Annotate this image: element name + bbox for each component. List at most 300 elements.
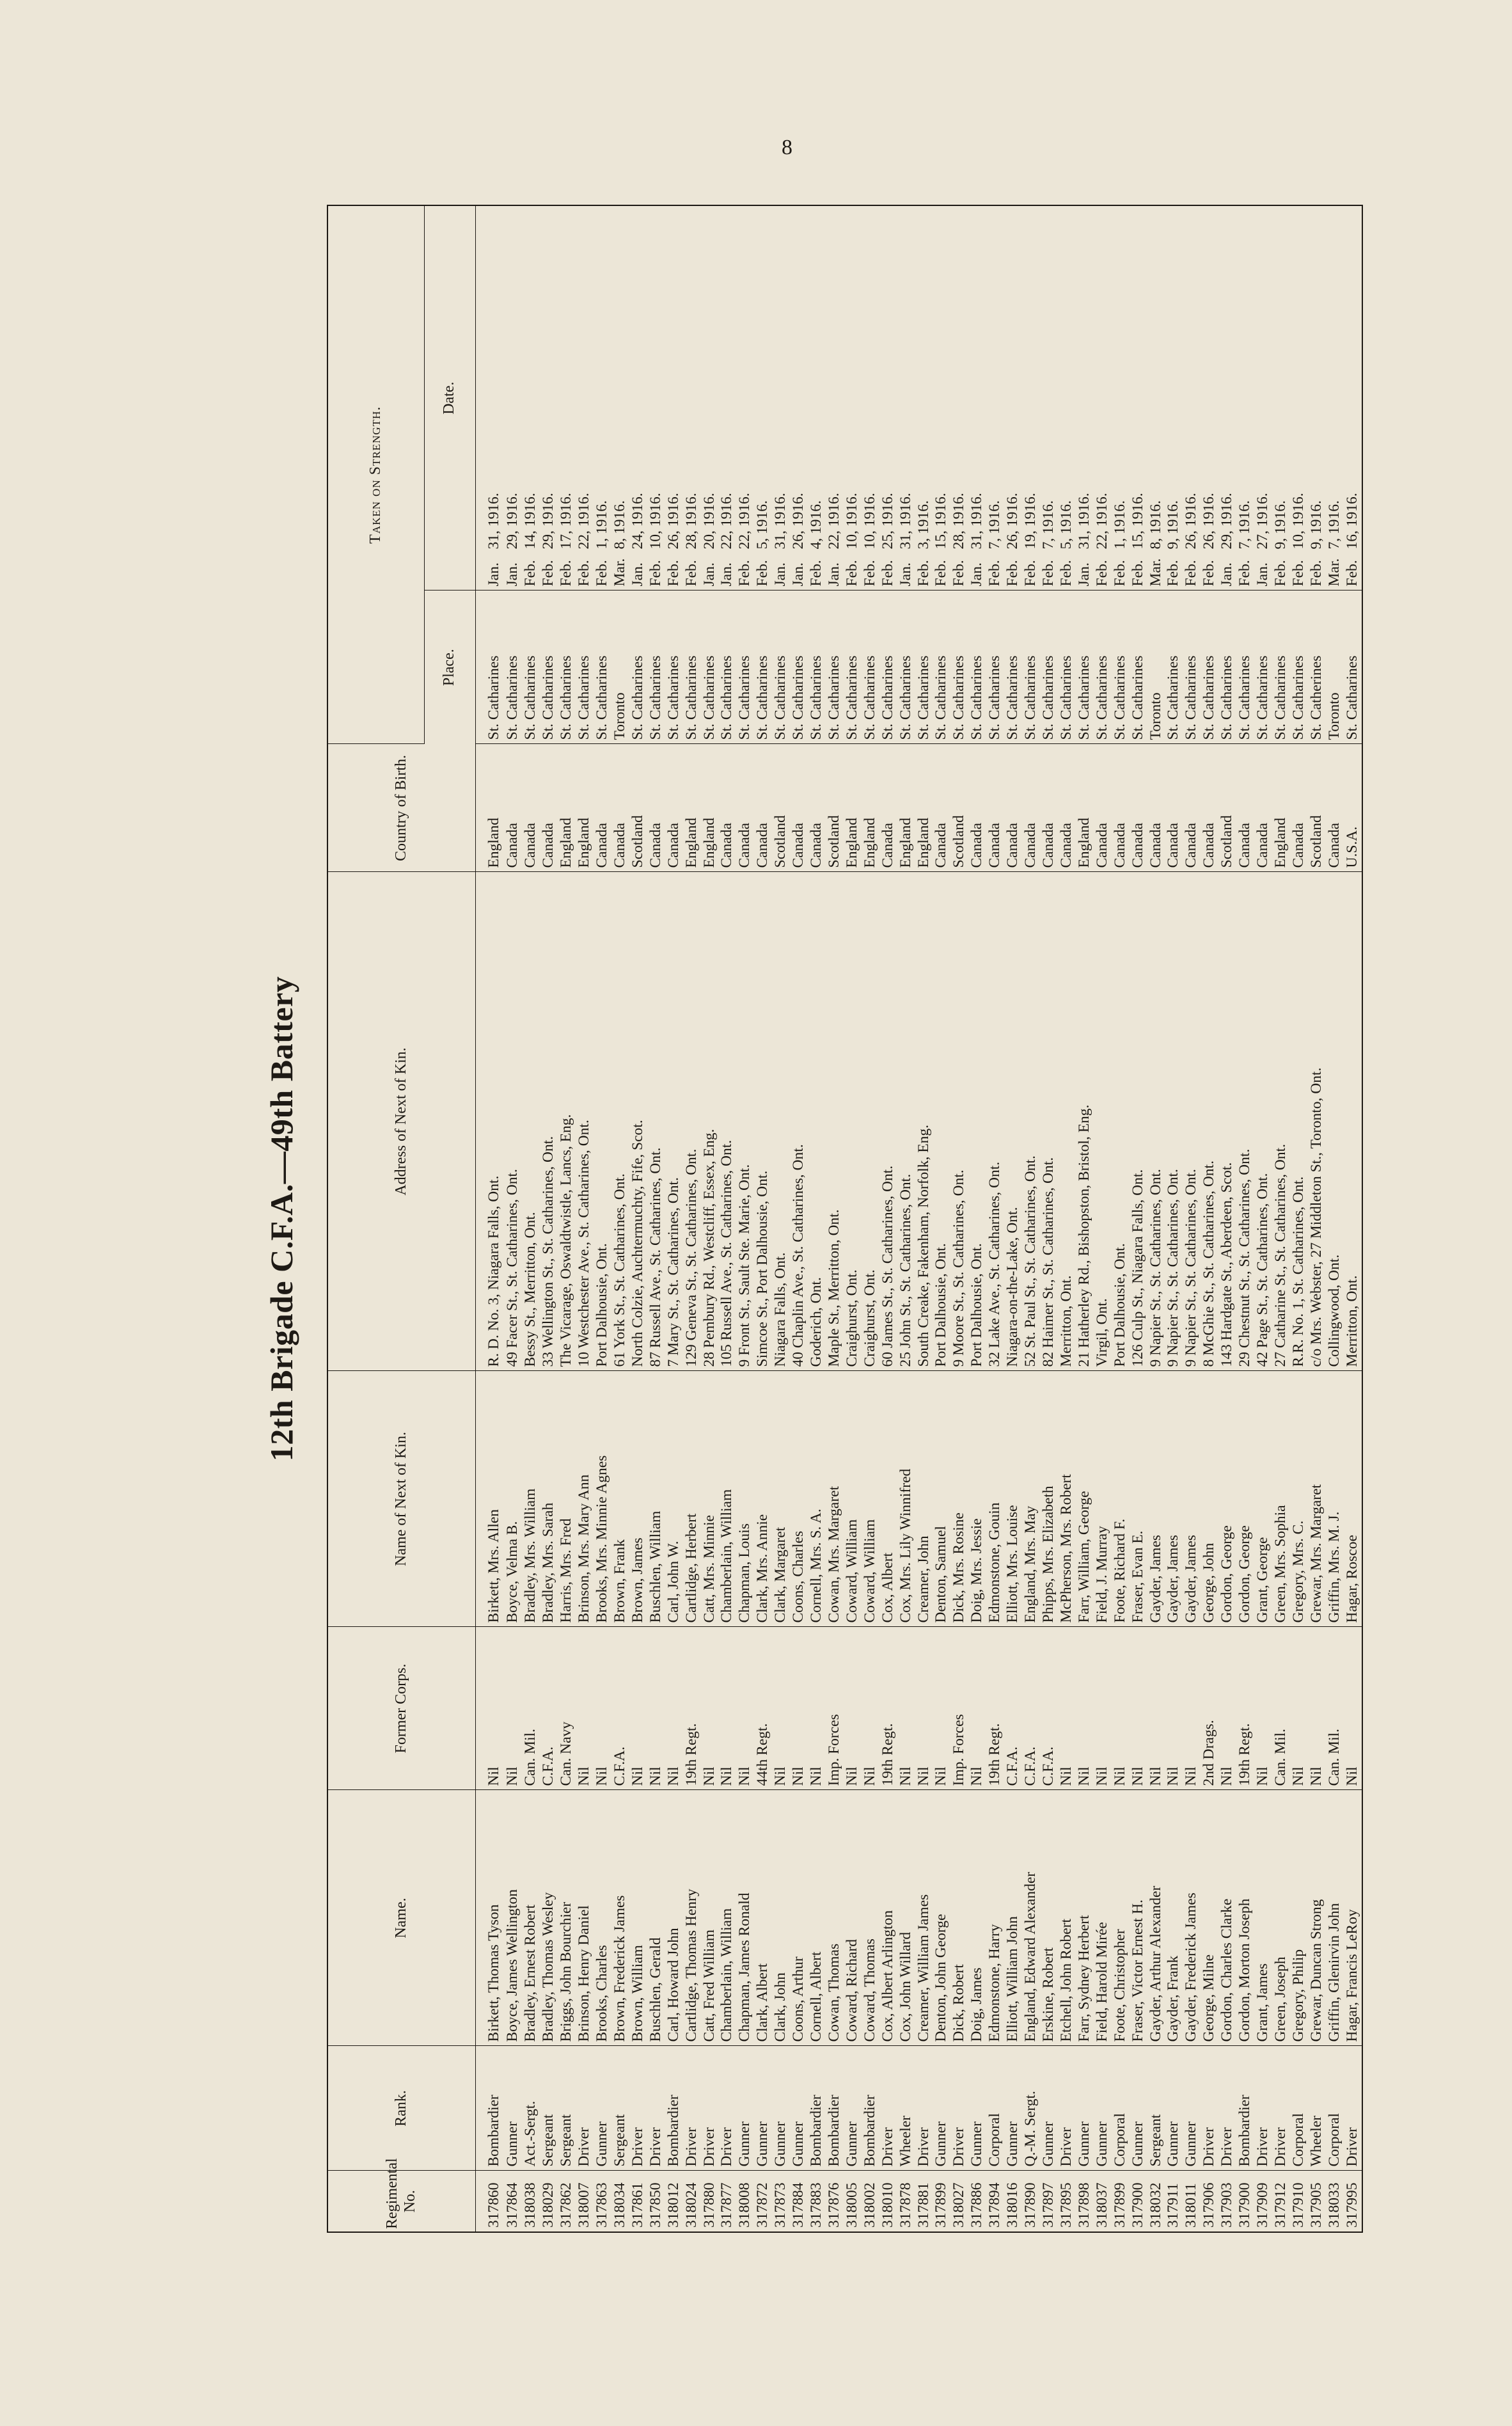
cell-name: George, Milne [1201, 1790, 1218, 2046]
date-month: Jan. [1218, 562, 1236, 587]
cell-next-of-kin: Cartlidge, Herbert [682, 1371, 700, 1627]
header-next-of-kin: Name of Next of Kin. [328, 1371, 475, 1627]
cell-date [754, 206, 772, 591]
table-row [522, 206, 540, 2232]
header-rank: Rank. [328, 2046, 475, 2171]
cell-address: 129 Geneva St., St. Catharines, Ont. [682, 872, 700, 1371]
cell-regimental-no: 318010 [879, 2182, 896, 2228]
cell-date [1201, 206, 1218, 591]
cell-country: Canada [611, 744, 629, 872]
cell-place: St. Catharines [1201, 591, 1218, 744]
date-month: Feb. [1343, 560, 1360, 587]
cell-rank: Gunner [772, 2046, 790, 2171]
cell-rank: Sergeant [1147, 2046, 1165, 2171]
cell-name: Brown, William [629, 1790, 647, 2046]
date-day-year: 7, 1916. [1236, 500, 1254, 550]
cell-rank: Driver [718, 2046, 736, 2171]
cell-address: 32 Lake Ave., St. Catharines, Ont. [986, 872, 1004, 1371]
date-month: Jan. [700, 562, 718, 587]
date-day-year: 7, 1916. [1040, 500, 1057, 550]
cell-place: St. Catharines [576, 591, 594, 744]
cell-address: 52 St. Paul St., St. Catharines, Ont. [1022, 872, 1040, 1371]
cell-name: Gayder, Frank [1165, 1790, 1183, 2046]
cell-address: 9 Napier St., St. Catharines, Ont. [1183, 872, 1201, 1371]
cell-address: Simcoe St., Port Dalhousie, Ont. [754, 872, 772, 1371]
cell-date [558, 206, 576, 591]
table-row [1183, 206, 1201, 2232]
cell-regimental-no: 317850 [647, 2182, 664, 2228]
cell-address: Merritton, Ont. [1343, 872, 1362, 1371]
cell-place: St. Catharines [475, 591, 504, 744]
date-month: Feb. [915, 560, 932, 587]
cell-address: 29 Chestnut St., St. Catharines, Ont. [1236, 872, 1254, 1371]
cell-country: Scotland [1218, 744, 1236, 872]
table-row [897, 206, 915, 2232]
cell-regimental-no: 317863 [593, 2182, 610, 2228]
cell-date [718, 206, 736, 591]
cell-place: St. Catharines [1094, 591, 1112, 744]
cell-date [1094, 206, 1112, 591]
cell-country: Canada [594, 744, 611, 872]
cell-date [808, 206, 826, 591]
cell-place: St. Catharines [504, 591, 522, 744]
cell-rank: Bombardier [475, 2046, 504, 2171]
date-day-year: 1, 1916. [593, 500, 610, 550]
cell-former-corps: Nil [1076, 1627, 1094, 1790]
cell-date [594, 206, 611, 591]
cell-regimental-no: 317884 [790, 2182, 807, 2228]
header-country: Country of Birth. [328, 744, 475, 872]
cell-place: St. Catharines [844, 591, 862, 744]
table-row [808, 206, 826, 2232]
cell-former-corps: 19th Regt. [986, 1627, 1004, 1790]
cell-next-of-kin: Gordon, George [1218, 1371, 1236, 1627]
cell-address: 40 Chaplin Ave., St. Catharines, Ont. [790, 872, 808, 1371]
date-month: Feb. [1129, 560, 1146, 587]
cell-name: Gregory, Philip [1290, 1790, 1308, 2046]
cell-regimental-no: 318011 [1183, 2183, 1200, 2228]
cell-former-corps: Nil [1218, 1627, 1236, 1790]
cell-address: Merritton, Ont. [1058, 872, 1076, 1371]
cell-former-corps: Nil [475, 1627, 504, 1790]
date-month: Jan. [790, 562, 807, 587]
cell-former-corps: Can. Mil. [1326, 1627, 1344, 1790]
cell-date [1236, 206, 1254, 591]
cell-date [700, 206, 718, 591]
cell-place: St. Catharines [594, 591, 611, 744]
cell-next-of-kin: Gayder, James [1165, 1371, 1183, 1627]
cell-place: St. Catharines [665, 591, 682, 744]
cell-rank: Driver [647, 2046, 665, 2171]
cell-name: Coons, Arthur [790, 1790, 808, 2046]
cell-address: 10 Westchester Ave., St. Catharines, Ont. [576, 872, 594, 1371]
cell-country: Canada [1129, 744, 1147, 872]
cell-name: Creamer, William James [915, 1790, 933, 2046]
page-number: 8 [782, 136, 792, 159]
cell-address: 9 Napier St., St. Catharines, Ont. [1147, 872, 1165, 1371]
cell-next-of-kin: Cornell, Mrs. S. A. [808, 1371, 826, 1627]
cell-name: Field, Harold Mirée [1094, 1790, 1112, 2046]
cell-country: Canada [504, 744, 522, 872]
table-row [682, 206, 700, 2232]
cell-address: Port Dalhousie, Ont. [933, 872, 950, 1371]
cell-regimental-no: 318002 [861, 2182, 878, 2228]
date-day-year: 26, 1916. [665, 493, 682, 550]
date-month: Feb. [540, 560, 557, 587]
cell-regimental-no: 317905 [1307, 2182, 1325, 2228]
cell-address: Craighurst, Ont. [844, 872, 862, 1371]
date-month: Jan. [504, 562, 521, 587]
cell-regimental-no: 318033 [1325, 2182, 1343, 2228]
table-row [1201, 206, 1218, 2232]
cell-former-corps: Imp. Forces [826, 1627, 844, 1790]
date-day-year: 10, 1916. [647, 493, 664, 550]
cell-regimental-no: 318037 [1093, 2182, 1110, 2228]
cell-country: England [915, 744, 933, 872]
cell-rank: Driver [576, 2046, 594, 2171]
cell-place: Toronto [1147, 591, 1165, 744]
cell-address: The Vicarage, Oswaldtwistle, Lancs, Eng. [558, 872, 576, 1371]
date-month: Jan. [968, 562, 986, 587]
date-month: Feb. [665, 560, 682, 587]
date-day-year: 15, 1916. [1129, 493, 1146, 550]
cell-rank: Driver [700, 2046, 718, 2171]
cell-former-corps: 19th Regt. [1236, 1627, 1254, 1790]
cell-next-of-kin: Brown, James [629, 1371, 647, 1627]
cell-place: St. Catherines [1308, 591, 1326, 744]
cell-place: St. Catharines [1112, 591, 1130, 744]
cell-name: Brinson, Henry Daniel [576, 1790, 594, 2046]
date-month: Feb. [1272, 560, 1289, 587]
cell-next-of-kin: Catt, Mrs. Minnie [700, 1371, 718, 1627]
cell-former-corps: 2nd Drags. [1201, 1627, 1218, 1790]
cell-country: Scotland [772, 744, 790, 872]
cell-former-corps: Nil [594, 1627, 611, 1790]
date-day-year: 31, 1916. [485, 493, 503, 550]
cell-address: 143 Hardgate St., Aberdeen, Scot. [1218, 872, 1236, 1371]
cell-address: 33 Wellington St., St. Catharines, Ont. [540, 872, 558, 1371]
cell-name: Grant, James [1254, 1790, 1272, 2046]
cell-address: Virgil, Ont. [1094, 872, 1112, 1371]
cell-name: Etchell, John Robert [1058, 1790, 1076, 2046]
cell-name: Briggs, John Bourchier [558, 1790, 576, 2046]
cell-country: England [576, 744, 594, 872]
cell-next-of-kin: Grewar, Mrs. Margaret [1308, 1371, 1326, 1627]
cell-name: Coward, Thomas [862, 1790, 879, 2046]
cell-next-of-kin: Gayder, James [1147, 1371, 1165, 1627]
cell-country: Canada [1165, 744, 1183, 872]
cell-name: Chamberlain, William [718, 1790, 736, 2046]
cell-rank: Wheeler [897, 2046, 915, 2171]
table-row [1147, 206, 1165, 2232]
cell-former-corps: 19th Regt. [879, 1627, 897, 1790]
cell-rank: Corporal [1326, 2046, 1344, 2171]
cell-address: 8 McGhie St., St. Catharines, Ont. [1201, 872, 1218, 1371]
cell-rank: Driver [1254, 2046, 1272, 2171]
cell-country: Canada [1040, 744, 1058, 872]
cell-regimental-no: 317881 [915, 2182, 932, 2228]
cell-address: 126 Culp St., Niagara Falls, Ont. [1129, 872, 1147, 1371]
date-day-year: 10, 1916. [1289, 493, 1307, 550]
cell-name: Cartlidge, Thomas Henry [682, 1790, 700, 2046]
cell-name: Clark, Albert [754, 1790, 772, 2046]
cell-name: Bradley, Thomas Wesley [540, 1790, 558, 2046]
cell-name: Gordon, Charles Clarke [1218, 1790, 1236, 2046]
cell-rank: Bombardier [826, 2046, 844, 2171]
date-month: Feb. [1183, 560, 1200, 587]
roll-table-frame [327, 205, 1363, 2233]
cell-address: 9 Front St., Sault Ste. Marie, Ont. [736, 872, 754, 1371]
cell-date [862, 206, 879, 591]
cell-name: England, Edward Alexander [1022, 1790, 1040, 2046]
cell-name: Doig, James [968, 1790, 986, 2046]
date-day-year: 5, 1916. [1057, 500, 1075, 550]
cell-next-of-kin: Cox, Mrs. Lily Winnifred [897, 1371, 915, 1627]
date-day-year: 19, 1916. [1022, 493, 1039, 550]
cell-date [968, 206, 986, 591]
cell-date [772, 206, 790, 591]
table-row [1272, 206, 1290, 2232]
cell-place: St. Catharines [1272, 591, 1290, 744]
cell-name: Catt, Fred William [700, 1790, 718, 2046]
cell-date [790, 206, 808, 591]
table-row [754, 206, 772, 2232]
cell-regimental-no: 317895 [1057, 2182, 1075, 2228]
cell-regimental-no: 317900 [1236, 2182, 1254, 2228]
cell-address: Craighurst, Ont. [862, 872, 879, 1371]
cell-former-corps: Imp. Forces [950, 1627, 968, 1790]
cell-name: Hagar, Francis LeRoy [1343, 1790, 1362, 2046]
cell-address: Collingwood, Ont. [1326, 872, 1344, 1371]
cell-rank: Driver [1272, 2046, 1290, 2171]
cell-former-corps: Nil [862, 1627, 879, 1790]
cell-regimental-no: 317995 [1343, 2182, 1360, 2228]
cell-former-corps: Nil [1129, 1627, 1147, 1790]
cell-name: Denton, John George [933, 1790, 950, 2046]
date-month: Feb. [558, 560, 575, 587]
cell-regimental-no: 317890 [1022, 2182, 1039, 2228]
table-row [700, 206, 718, 2232]
date-month: Jan. [629, 562, 646, 587]
cell-date [504, 206, 522, 591]
cell-regimental-no: 317880 [700, 2182, 718, 2228]
cell-date [1308, 206, 1326, 591]
cell-rank: Gunner [594, 2046, 611, 2171]
cell-former-corps: Nil [933, 1627, 950, 1790]
cell-date [844, 206, 862, 591]
date-day-year: 31, 1916. [968, 493, 986, 550]
cell-date [1004, 206, 1022, 591]
cell-place: St. Catharines [1022, 591, 1040, 744]
cell-next-of-kin: Boyce, Velma B. [504, 1371, 522, 1627]
cell-former-corps: Nil [629, 1627, 647, 1790]
cell-rank: Gunner [844, 2046, 862, 2171]
cell-next-of-kin: Grant, George [1254, 1371, 1272, 1627]
cell-former-corps: Nil [1183, 1627, 1201, 1790]
cell-next-of-kin: Buschlen, William [647, 1371, 665, 1627]
table-row [594, 206, 611, 2232]
cell-country: Canada [1201, 744, 1218, 872]
cell-date [1254, 206, 1272, 591]
cell-rank: Sergeant [611, 2046, 629, 2171]
table-row [1058, 206, 1076, 2232]
cell-country: Canada [540, 744, 558, 872]
cell-next-of-kin: McPherson, Mrs. Robert [1058, 1371, 1076, 1627]
cell-address: 27 Catharine St., St. Catharines, Ont. [1272, 872, 1290, 1371]
date-day-year: 17, 1916. [558, 493, 575, 550]
date-day-year: 15, 1916. [933, 493, 950, 550]
cell-date [1040, 206, 1058, 591]
cell-address: 42 Page St., St. Catharines, Ont. [1254, 872, 1272, 1371]
cell-country: Scotland [950, 744, 968, 872]
cell-rank: Q.-M. Sergt. [1022, 2046, 1040, 2171]
cell-next-of-kin: Foote, Richard F. [1112, 1371, 1130, 1627]
cell-address: Port Dalhousie, Ont. [1112, 872, 1130, 1371]
cell-date [879, 206, 897, 591]
cell-place: St. Catharines [1290, 591, 1308, 744]
cell-former-corps: Nil [665, 1627, 682, 1790]
cell-former-corps: Can. Mil. [522, 1627, 540, 1790]
cell-address: 105 Russell Ave., St. Catharines, Ont. [718, 872, 736, 1371]
cell-country: Canada [522, 744, 540, 872]
table-row [1218, 206, 1236, 2232]
table-row [1004, 206, 1022, 2232]
cell-regimental-no: 318034 [611, 2182, 628, 2228]
date-day-year: 31, 1916. [1075, 493, 1092, 550]
cell-next-of-kin: Gayder, James [1183, 1371, 1201, 1627]
date-day-year: 3, 1916. [915, 500, 932, 550]
cell-place: St. Catharines [897, 591, 915, 744]
cell-former-corps: Can. Navy [558, 1627, 576, 1790]
date-month: Feb. [1201, 560, 1218, 587]
date-month: Feb. [843, 560, 860, 587]
cell-country: Canada [647, 744, 665, 872]
cell-country: Canada [808, 744, 826, 872]
cell-date [1147, 206, 1165, 591]
cell-regimental-no: 318024 [682, 2182, 700, 2228]
rotated-page-content [263, 205, 1363, 2233]
cell-date [1272, 206, 1290, 591]
cell-former-corps: Nil [1094, 1627, 1112, 1790]
cell-place: St. Catharines [772, 591, 790, 744]
cell-address: 9 Napier St., St. Catharines, Ont. [1165, 872, 1183, 1371]
cell-rank: Gunner [504, 2046, 522, 2171]
cell-place: St. Catharines [754, 591, 772, 744]
date-month: Feb. [682, 560, 700, 587]
table-row [1112, 206, 1130, 2232]
cell-next-of-kin: Gregory, Mrs. C. [1290, 1371, 1308, 1627]
cell-address: 7 Mary St., St. Catharines, Ont. [665, 872, 682, 1371]
date-month: Feb. [647, 560, 664, 587]
cell-country: Canada [1112, 744, 1130, 872]
cell-rank: Driver [1343, 2046, 1362, 2171]
cell-address: 28 Pembury Rd., Westcliff, Essex, Eng. [700, 872, 718, 1371]
cell-next-of-kin: Coward, William [862, 1371, 879, 1627]
cell-place: St. Catharines [826, 591, 844, 744]
cell-rank: Sergeant [540, 2046, 558, 2171]
cell-rank: Bombardier [665, 2046, 682, 2171]
date-month: Jan. [718, 562, 736, 587]
table-row [475, 206, 504, 2232]
cell-place: St. Catharines [522, 591, 540, 744]
cell-date [665, 206, 682, 591]
cell-country: Canada [1290, 744, 1308, 872]
cell-former-corps: Nil [790, 1627, 808, 1790]
cell-regimental-no: 317912 [1272, 2182, 1289, 2228]
cell-address: R. D. No. 3, Niagara Falls, Ont. [475, 872, 504, 1371]
cell-country: England [700, 744, 718, 872]
date-day-year: 29, 1916. [504, 493, 521, 550]
cell-next-of-kin: George, John [1201, 1371, 1218, 1627]
cell-address: Bessy St., Merritton, Ont. [522, 872, 540, 1371]
cell-rank: Bombardier [1236, 2046, 1254, 2171]
date-day-year: 28, 1916. [950, 493, 968, 550]
cell-rank: Gunner [1165, 2046, 1183, 2171]
cell-name: Erskine, Robert [1040, 1790, 1058, 2046]
table-row [1076, 206, 1094, 2232]
date-day-year: 22, 1916. [1093, 493, 1110, 550]
cell-place: St. Catharines [736, 591, 754, 744]
cell-date [826, 206, 844, 591]
table-row [647, 206, 665, 2232]
cell-next-of-kin: Green, Mrs. Sophia [1272, 1371, 1290, 1627]
cell-rank: Bombardier [808, 2046, 826, 2171]
cell-next-of-kin: Elliott, Mrs. Louise [1004, 1371, 1022, 1627]
cell-next-of-kin: Coward, William [844, 1371, 862, 1627]
cell-next-of-kin: England, Mrs. May [1022, 1371, 1040, 1627]
cell-regimental-no: 317906 [1201, 2182, 1218, 2228]
cell-place: St. Catharines [879, 591, 897, 744]
cell-former-corps: 44th Regt. [754, 1627, 772, 1790]
table-row [611, 206, 629, 2232]
cell-place: St. Catharines [1004, 591, 1022, 744]
date-day-year: 16, 1916. [1343, 493, 1360, 550]
date-month: Feb. [576, 560, 593, 587]
cell-former-corps: Can. Mil. [1272, 1627, 1290, 1790]
table-row [772, 206, 790, 2232]
cell-regimental-no: 318008 [736, 2182, 753, 2228]
date-day-year: 22, 1916. [825, 493, 842, 550]
cell-name: Gordon, Morton Joseph [1236, 1790, 1254, 2046]
cell-country: Canada [718, 744, 736, 872]
cell-name: Boyce, James Wellington [504, 1790, 522, 2046]
cell-country: England [1076, 744, 1094, 872]
date-day-year: 4, 1916. [808, 500, 825, 550]
nominal-roll-table [328, 206, 1362, 2232]
cell-name: Edmonstone, Harry [986, 1790, 1004, 2046]
cell-rank: Driver [950, 2046, 968, 2171]
cell-name: Buschlen, Gerald [647, 1790, 665, 2046]
table-row [1290, 206, 1308, 2232]
date-month: Mar. [1147, 558, 1164, 587]
cell-place: St. Catharines [1183, 591, 1201, 744]
cell-address: 60 James St., St. Catharines, Ont. [879, 872, 897, 1371]
cell-country: Scotland [826, 744, 844, 872]
date-month: Jan. [1254, 562, 1272, 587]
cell-next-of-kin: Phipps, Mrs. Elizabeth [1040, 1371, 1058, 1627]
cell-former-corps: Nil [736, 1627, 754, 1790]
table-row [1040, 206, 1058, 2232]
date-day-year: 9, 1916. [1165, 500, 1182, 550]
cell-country: Canada [790, 744, 808, 872]
date-month: Feb. [736, 560, 753, 587]
date-month: Feb. [1111, 560, 1128, 587]
date-day-year: 14, 1916. [522, 493, 539, 550]
date-month: Feb. [1022, 560, 1039, 587]
cell-regimental-no: 317878 [897, 2182, 914, 2228]
cell-rank: Gunner [736, 2046, 754, 2171]
cell-place: St. Catharines [915, 591, 933, 744]
